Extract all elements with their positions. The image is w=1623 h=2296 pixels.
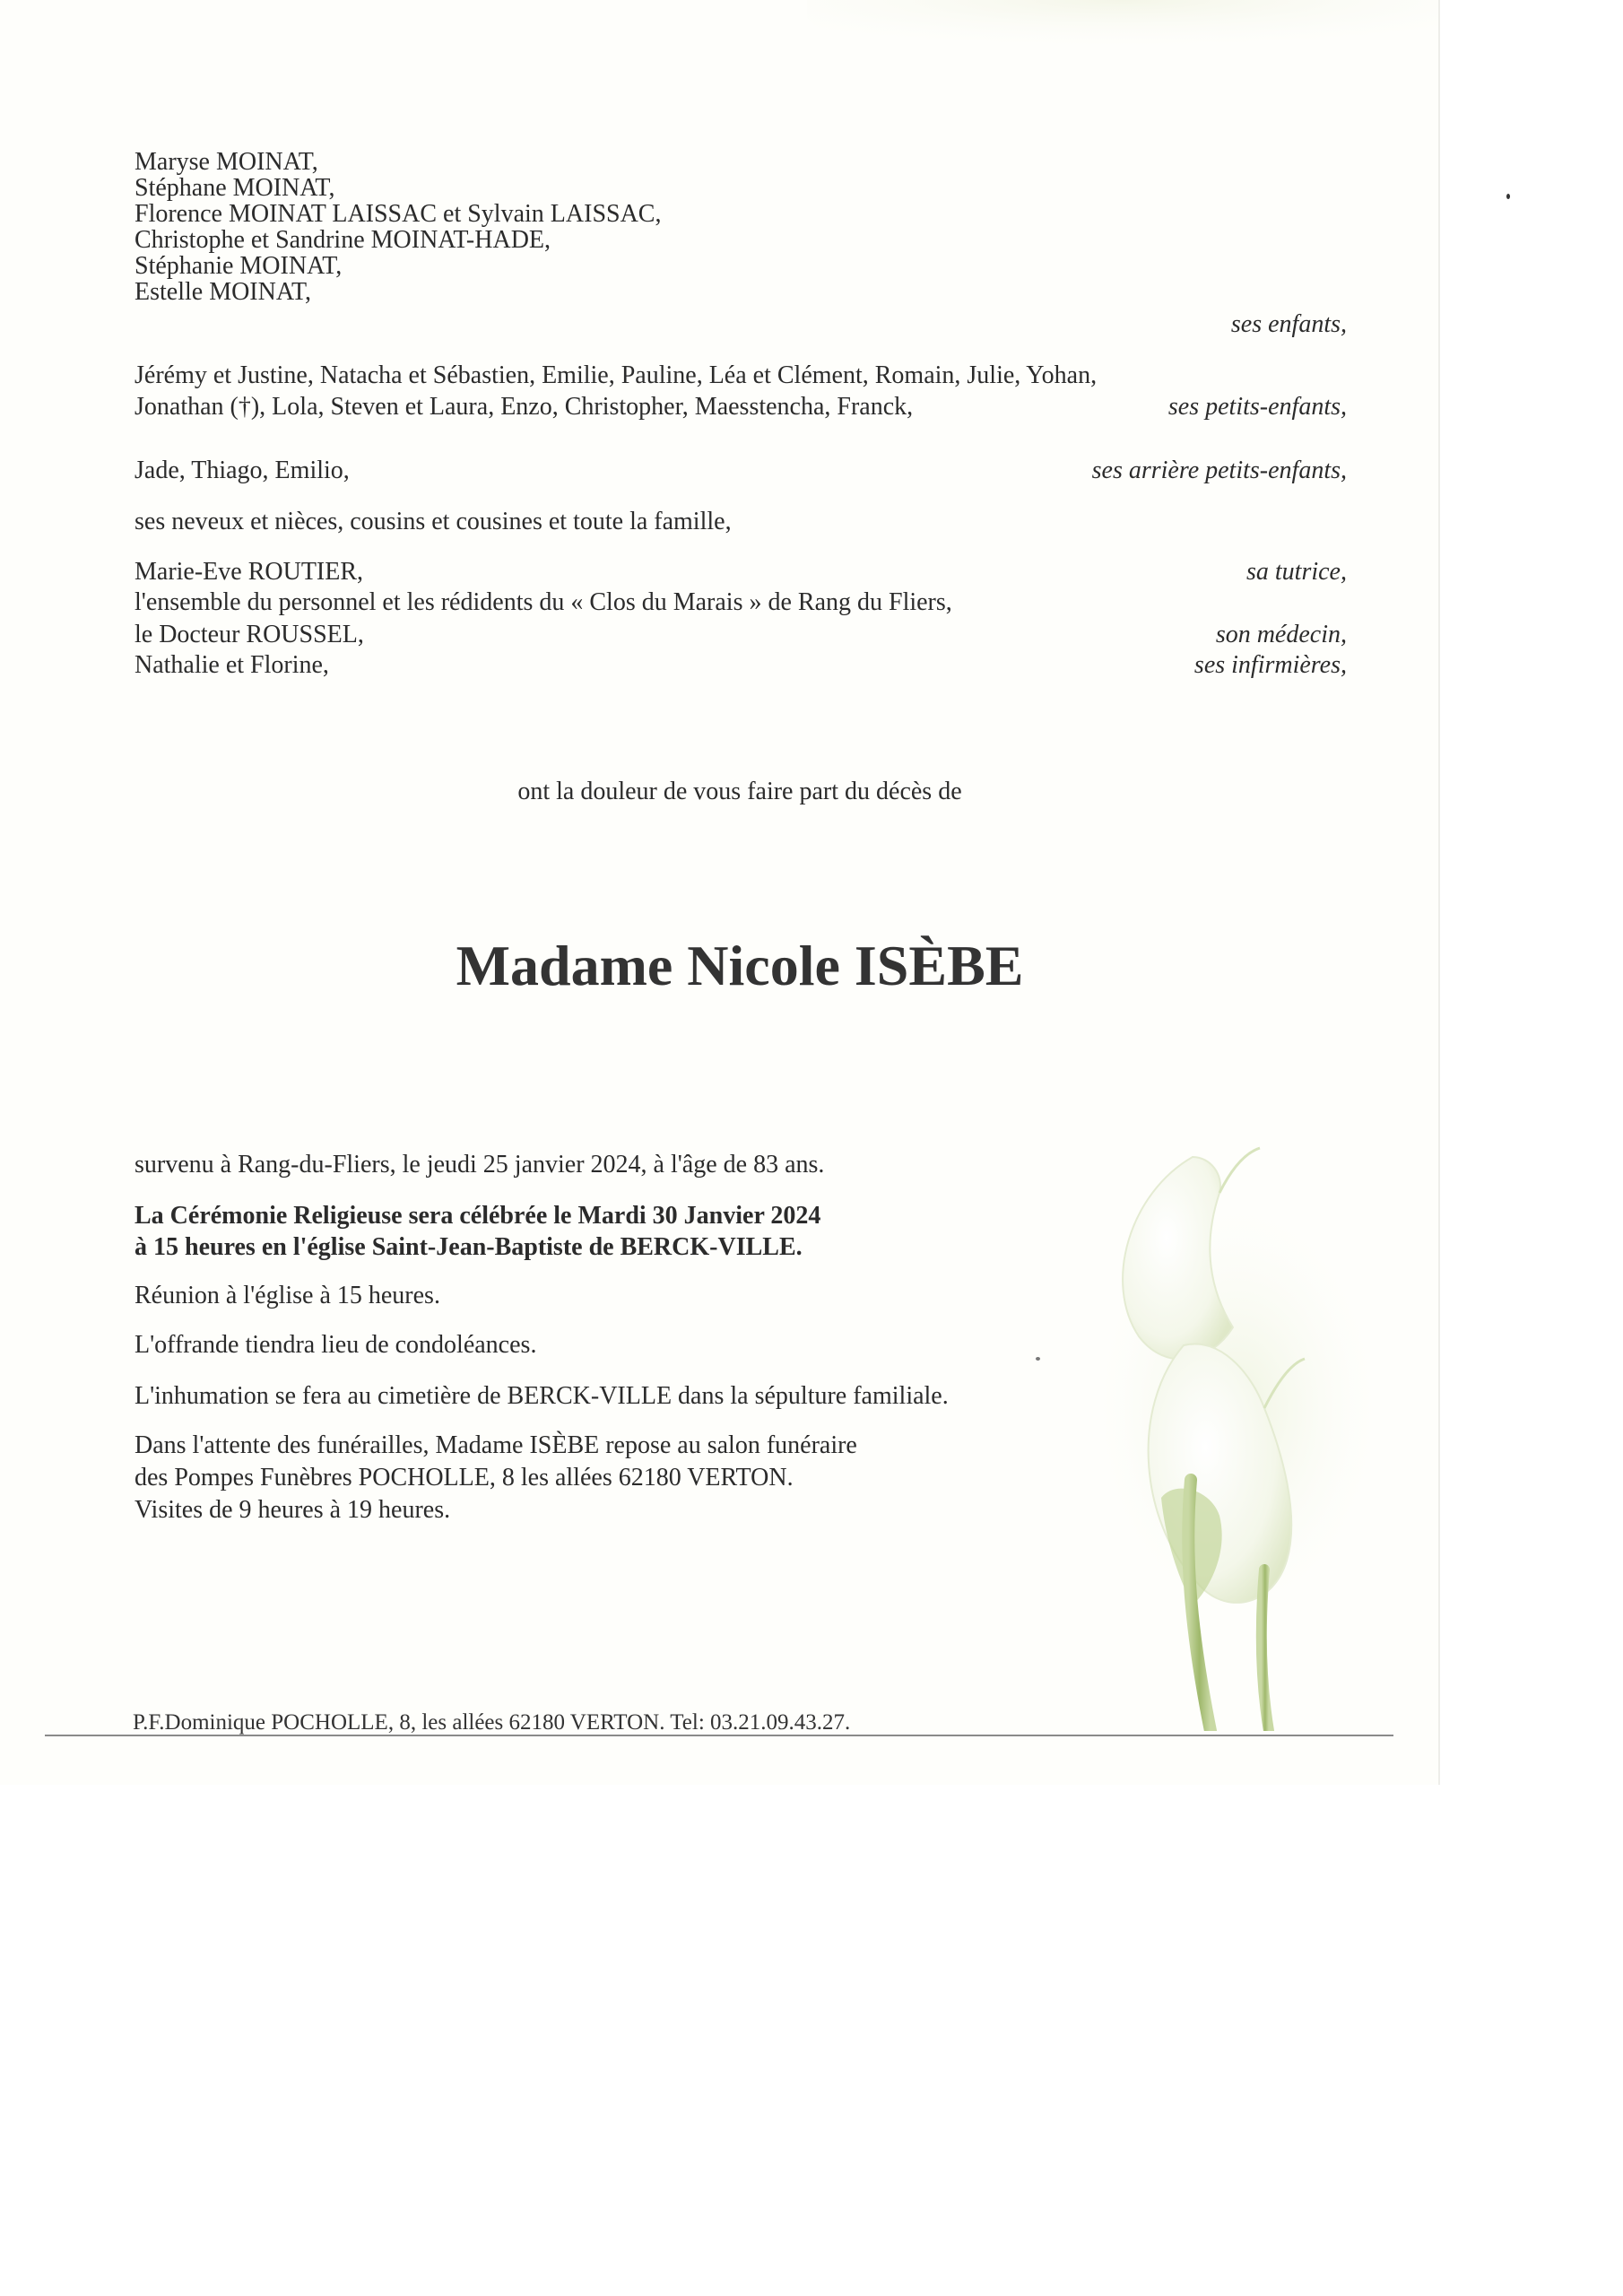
nurses-role: ses infirmières, (1193, 651, 1347, 679)
tutor-role: sa tutrice, (1246, 558, 1347, 586)
rest-details (135, 1430, 857, 1526)
children-role: ses enfants, (1230, 310, 1347, 338)
grandchildren-names-1: Jérémy et Justine, Natacha et Sébastien, Emilie, Pauline, Léa et Clément, Romain, Julie, Yohan, (135, 361, 1098, 389)
extended-family-line (135, 504, 1347, 540)
tutor-name: Marie-Eve ROUTIER, (135, 558, 364, 586)
children-list (135, 149, 661, 305)
child-name: Florence MOINAT LAISSAC et Sylvain LAISSAC, (135, 200, 662, 228)
child-name: Christophe et Sandrine MOINAT-HADE, (135, 226, 551, 254)
child-name: Maryse MOINAT, (135, 148, 318, 176)
burial-details: L'inhumation se fera au cimetière de BERCK-VILLE dans la sépulture familiale. (135, 1382, 949, 1410)
great-grandchildren-line (135, 453, 1347, 489)
great-grandchildren-names: Jade, Thiago, Emilio, (135, 457, 350, 484)
rest-line-1: Dans l'attente des funérailles, Madame ISÈBE repose au salon funéraire (135, 1431, 857, 1459)
grandchildren-line-2 (135, 389, 1347, 425)
nurses-name: Nathalie et Florine, (135, 651, 329, 679)
scan-speck (1506, 194, 1510, 199)
doctor-role: son médecin, (1215, 621, 1347, 648)
top-flourish-decoration (807, 0, 1438, 108)
grandchildren-names-2: Jonathan (†), Lola, Steven et Laura, Enzo, Christopher, Maesstencha, Franck, (135, 393, 914, 421)
other-line-staff (135, 585, 1347, 621)
scan-speck (1036, 1357, 1040, 1361)
great-grandchildren-role: ses arrière petits-enfants, (1091, 457, 1347, 484)
meeting-details: Réunion à l'église à 15 heures. (135, 1282, 440, 1309)
card-edge (1438, 0, 1440, 1785)
offering-details: L'offrande tiendra lieu de condoléances. (135, 1331, 537, 1359)
footer-rule (45, 1735, 1393, 1736)
ceremony-line-1: La Cérémonie Religieuse sera célébrée le Mardi 30 Janvier 2024 (135, 1202, 821, 1230)
children-role-line (135, 307, 1347, 343)
rest-line-2: des Pompes Funèbres POCHOLLE, 8 les allées 62180 VERTON. (135, 1464, 794, 1492)
funeral-home-footer: P.F.Dominique POCHOLLE, 8, les allées 62180 VERTON. Tel: 03.21.09.43.27. (133, 1710, 851, 1735)
child-name: Estelle MOINAT, (135, 278, 311, 306)
announcement-intro: ont la douleur de vous faire part du décès de (517, 778, 962, 805)
child-name: Stéphane MOINAT, (135, 174, 335, 202)
deceased-name: Madame Nicole ISÈBE (456, 934, 1024, 997)
extended-family: ses neveux et nièces, cousins et cousines et toute la famille, (135, 508, 732, 535)
grandchildren-role: ses petits-enfants, (1167, 393, 1347, 421)
ceremony-details (135, 1200, 820, 1263)
doctor-name: le Docteur ROUSSEL, (135, 621, 364, 648)
staff-name: l'ensemble du personnel et les rédidents du « Clos du Marais » de Rang du Fliers, (135, 588, 952, 616)
child-name: Stéphanie MOINAT, (135, 252, 343, 280)
visits-line: Visites de 9 heures à 19 heures. (135, 1496, 451, 1524)
calla-lily-icon (1076, 1139, 1399, 1731)
other-line-nurses (135, 648, 1347, 683)
grandchildren-line-1 (135, 358, 1347, 394)
death-details: survenu à Rang-du-Fliers, le jeudi 25 janvier 2024, à l'âge de 83 ans. (135, 1151, 825, 1178)
ceremony-line-2: à 15 heures en l'église Saint-Jean-Baptiste de BERCK-VILLE. (135, 1233, 803, 1261)
